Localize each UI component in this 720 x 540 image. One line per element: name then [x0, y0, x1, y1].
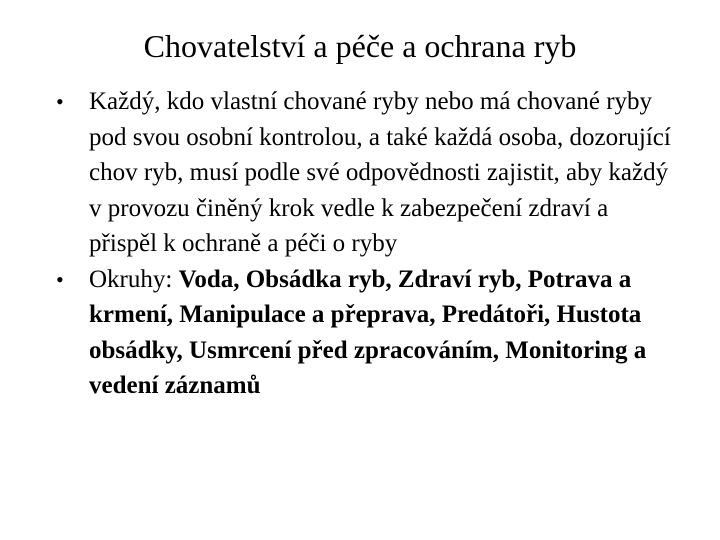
topics-prefix: Okruhy: — [89, 265, 179, 293]
bullet-item-responsibility — [56, 84, 676, 262]
bullet-item-topics — [56, 262, 676, 404]
bullet-icon: • — [56, 266, 64, 292]
topics-list: Voda, Obsádka ryb, Zdraví ryb, Potrava a krmení, Manipulace a přeprava, Predátoři, Hustota obsádky, Usmrcení před zpracováním, Monitoring a vedení záznamů — [89, 265, 647, 399]
bullet-text: Každý, kdo vlastní chované ryby nebo má chované ryby pod svou osobní kontrolou, a také každá osoba, dozorující chov ryb, musí podle své odpovědnosti zajistit, aby každý v provozu činěný krok vedle k zabezpečení zdraví a přispěl k ochraně a péči o ryby — [89, 88, 671, 257]
slide-title: Chovatelství a péče a ochrana ryb — [143, 28, 577, 64]
bullet-list — [56, 84, 676, 404]
bullet-icon: • — [56, 89, 64, 114]
